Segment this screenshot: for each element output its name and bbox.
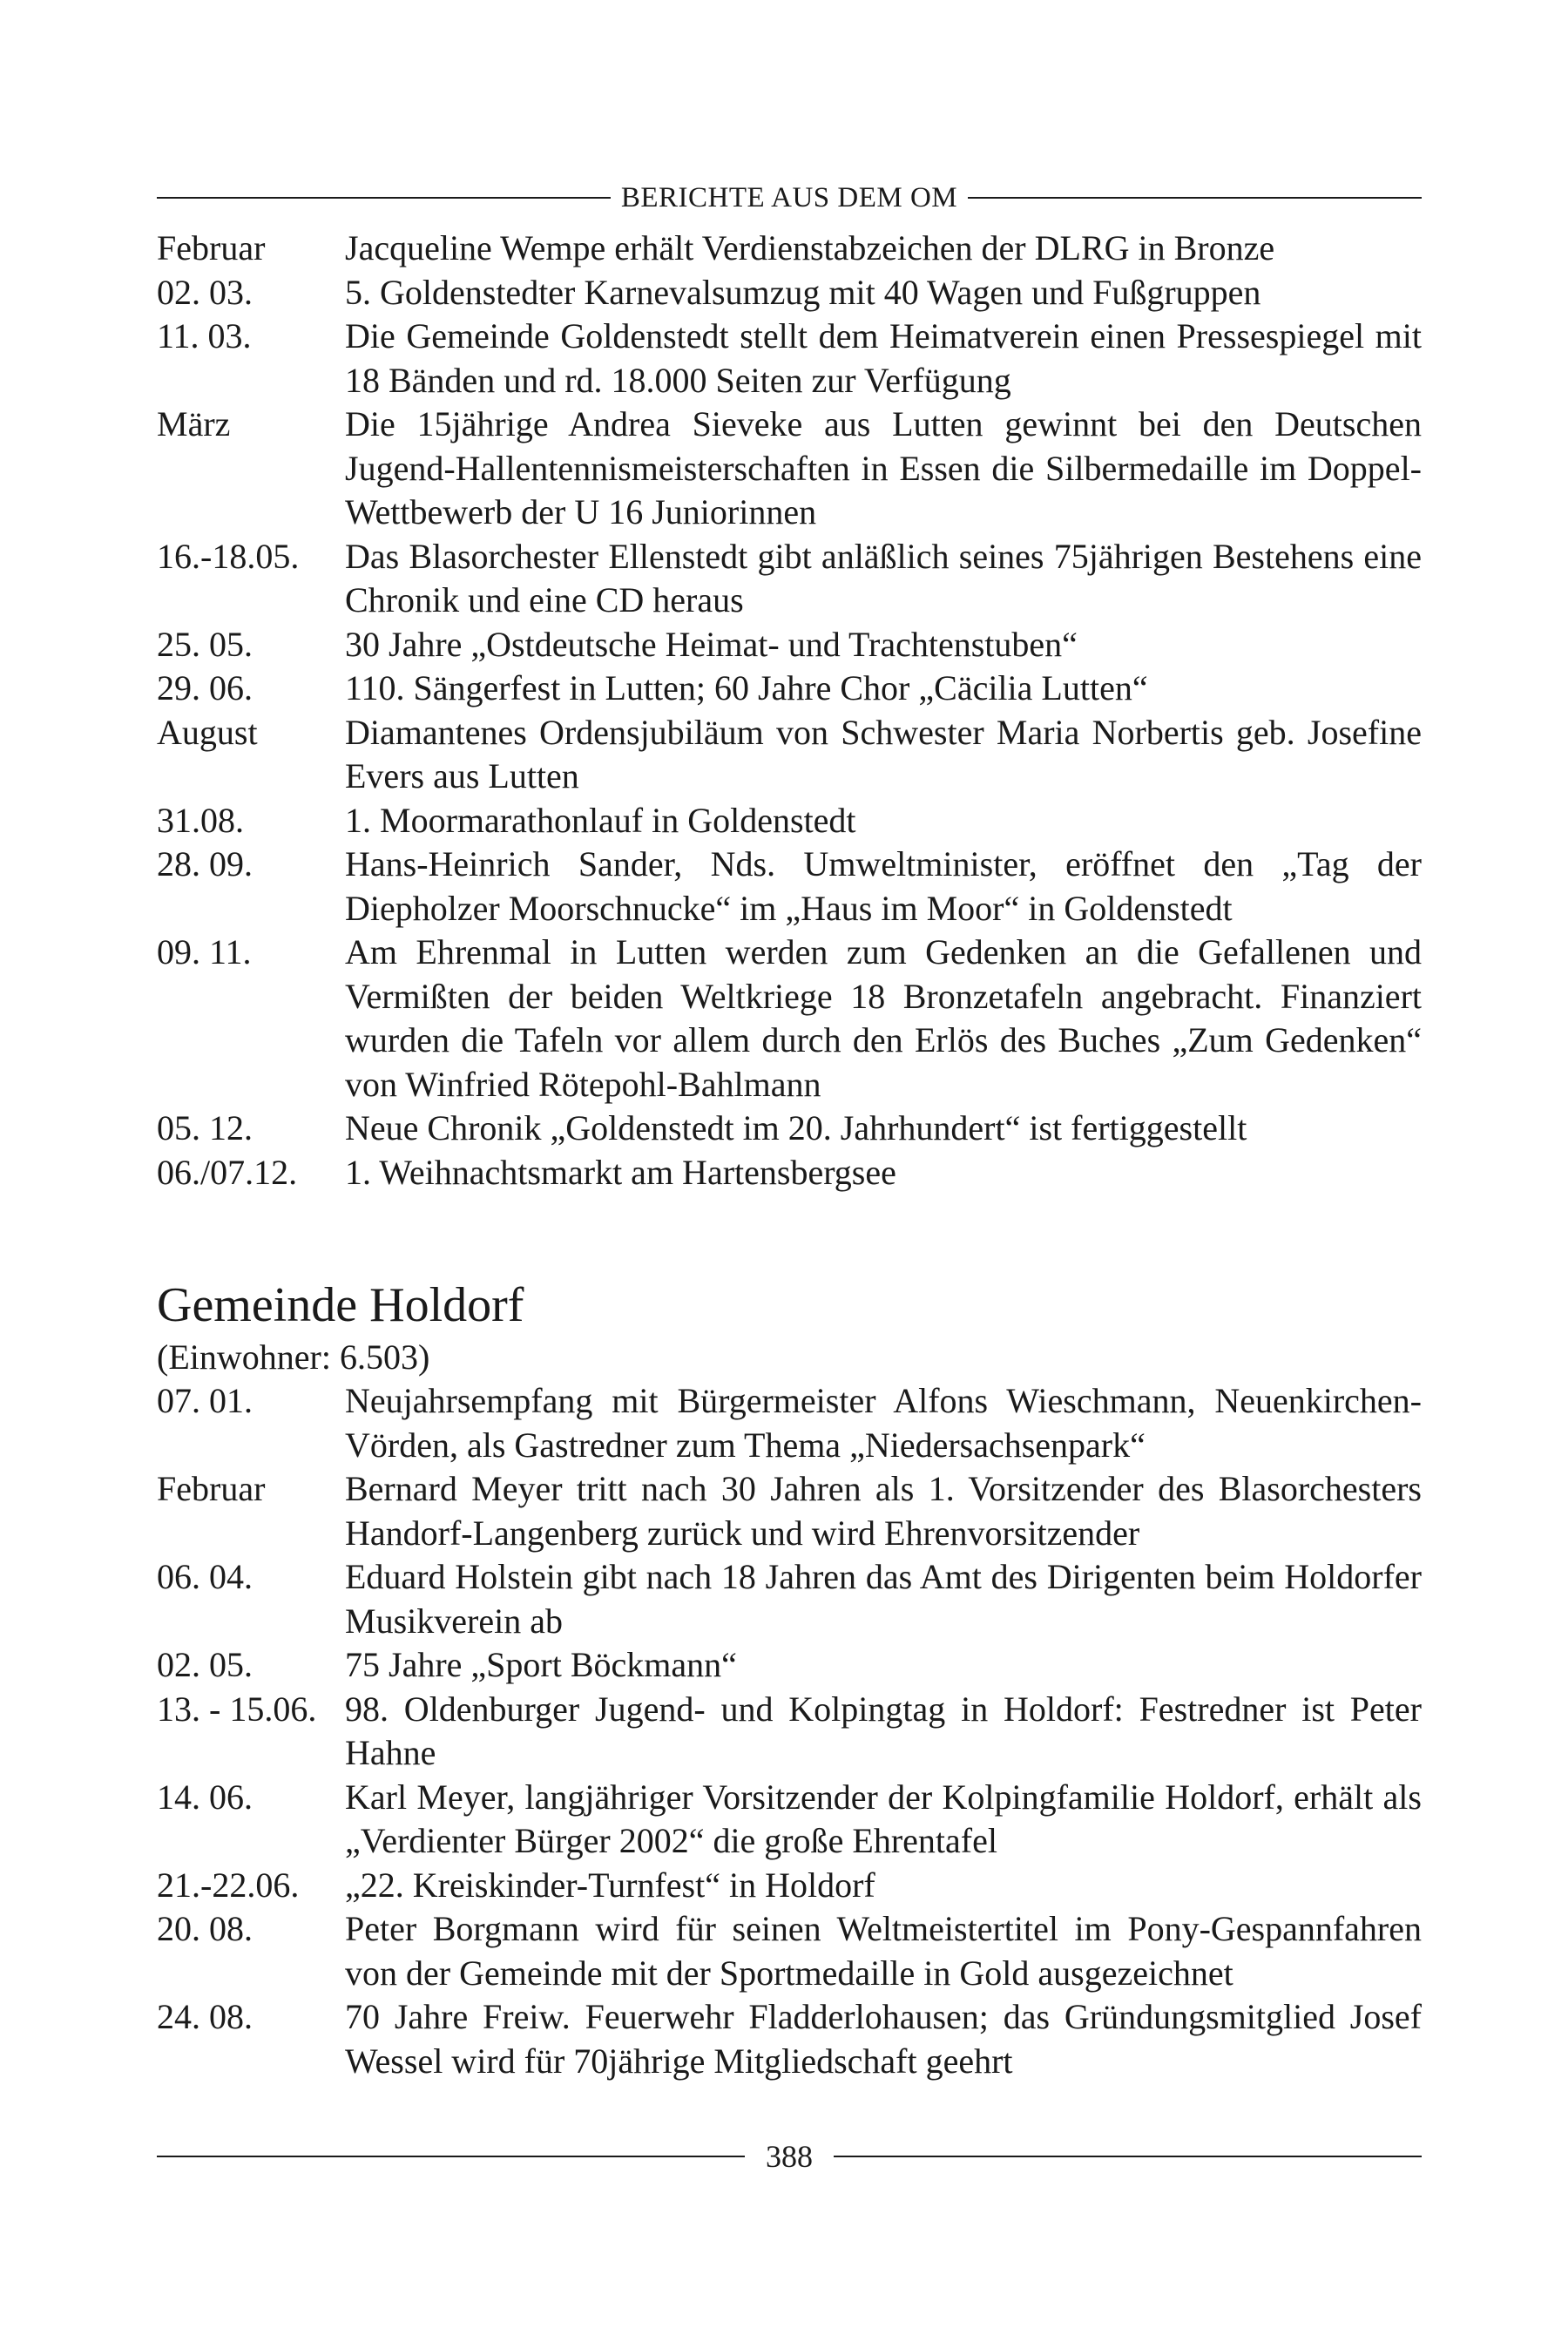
chronicle-entry: [157, 1643, 1422, 1688]
chronicle-entry: [157, 1379, 1422, 1467]
chronicle-entry: [157, 315, 1422, 403]
chronicle-entry: [157, 1864, 1422, 1908]
chronicle-entry: [157, 931, 1422, 1107]
entry-date: 31.08.: [157, 800, 244, 840]
chronicle-entry: [157, 1151, 1422, 1195]
entry-text: 75 Jahre „Sport Böckmann“: [345, 1645, 737, 1684]
entry-text: Die 15jährige Andrea Sieveke aus Lutten gewinnt bei den Deutschen Jugend-Hallentennismeisterschaften in Essen die Silbermedaille im Doppel-Wettbewerb der U 16 Juniorinnen: [345, 404, 1422, 531]
page-footer: [157, 2135, 1422, 2178]
entry-text: Eduard Holstein gibt nach 18 Jahren das Amt des Dirigenten beim Holdorfer Musikverein ab: [345, 1557, 1422, 1641]
running-header: [157, 174, 1422, 221]
chronicle-entry: [157, 1467, 1422, 1555]
entry-date: 09. 11.: [157, 932, 252, 971]
entry-date: 02. 03.: [157, 272, 253, 312]
entry-text: Diamantenes Ordensjubiläum von Schwester Maria Norbertis geb. Josefine Evers aus Lutten: [345, 712, 1422, 795]
entry-text: 98. Oldenburger Jugend- und Kolpingtag in Holdorf: Festredner ist Peter Hahne: [345, 1689, 1422, 1772]
chronicle-entry: [157, 535, 1422, 623]
chronicle-entry: [157, 1555, 1422, 1643]
entry-date: 29. 06.: [157, 668, 253, 707]
chronicle-entry: [157, 1907, 1422, 1995]
chronicle-entry: [157, 799, 1422, 843]
entry-text: Das Blasorchester Ellenstedt gibt anläßlich seines 75jährigen Bestehens eine Chronik und eine CD heraus: [345, 536, 1422, 619]
entry-date: 13. - 15.06.: [157, 1689, 317, 1729]
entry-date: Februar: [157, 228, 266, 267]
entry-date: 25. 05.: [157, 624, 253, 664]
footer-rule-right: [834, 2156, 1422, 2157]
entry-text: Hans-Heinrich Sander, Nds. Umweltminister, eröffnet den „Tag der Diepholzer Moorschnucke“ im „Haus im Moor“ in Goldenstedt: [345, 844, 1422, 928]
entry-date: 24. 08.: [157, 1997, 253, 2036]
page-content: [157, 174, 1422, 2083]
entry-text: 5. Goldenstedter Karnevalsumzug mit 40 Wagen und Fußgruppen: [345, 272, 1261, 312]
entry-date: 11. 03.: [157, 316, 252, 355]
chronicle-entry: [157, 843, 1422, 931]
entry-date: 21.-22.06.: [157, 1865, 300, 1905]
section-subtitle: (Einwohner: 6.503): [157, 1337, 430, 1377]
entry-text: Peter Borgmann wird für seinen Weltmeistertitel im Pony-Gespannfahren von der Gemeinde mit der Sportmedaille in Gold ausgezeichnet: [345, 1909, 1422, 1993]
entry-date: 14. 06.: [157, 1777, 253, 1817]
entry-text: „22. Kreiskinder-Turnfest“ in Holdorf: [345, 1865, 875, 1905]
entry-text: 110. Sängerfest in Lutten; 60 Jahre Chor „Cäcilia Lutten“: [345, 668, 1148, 707]
entry-text: 30 Jahre „Ostdeutsche Heimat- und Trachtenstuben“: [345, 624, 1078, 664]
chronicle-entry: [157, 1688, 1422, 1776]
entry-date: 07. 01.: [157, 1381, 253, 1420]
chronicle-entry: [157, 227, 1422, 271]
chronicle-list-goldenstedt: [157, 227, 1422, 1195]
chronicle-entry: [157, 667, 1422, 711]
entry-date: März: [157, 404, 231, 443]
entry-text: 1. Moormarathonlauf in Goldenstedt: [345, 800, 856, 840]
entry-date: 20. 08.: [157, 1909, 253, 1948]
entry-date: 05. 12.: [157, 1108, 253, 1147]
chronicle-entry: [157, 1776, 1422, 1864]
chronicle-entry: [157, 1107, 1422, 1151]
entry-text: Die Gemeinde Goldenstedt stellt dem Heimatverein einen Pressespiegel mit 18 Bänden und rd. 18.000 Seiten zur Verfügung: [345, 316, 1422, 400]
entry-text: Bernard Meyer tritt nach 30 Jahren als 1. Vorsitzender des Blasorchesters Handorf-Langenberg zurück und wird Ehrenvorsitzender: [345, 1469, 1422, 1553]
chronicle-entry: [157, 271, 1422, 315]
entry-text: Am Ehrenmal in Lutten werden zum Gedenken an die Gefallenen und Vermißten der beiden Weltkriege 18 Bronzetafeln angebracht. Finanziert wurden die Tafeln vor allem durch den Erlös des Buches „Zum Gedenken“ von Winfried Rötepohl-Bahlmann: [345, 932, 1422, 1104]
entry-text: Neue Chronik „Goldenstedt im 20. Jahrhundert“ ist fertiggestellt: [345, 1108, 1247, 1147]
entry-text: Karl Meyer, langjähriger Vorsitzender der Kolpingfamilie Holdorf, erhält als „Verdienter Bürger 2002“ die große Ehrentafel: [345, 1777, 1422, 1860]
footer-rule-left: [157, 2156, 745, 2157]
chronicle-entry: [157, 1995, 1422, 2083]
chronicle-entry: [157, 623, 1422, 667]
entry-date: Februar: [157, 1469, 266, 1508]
entry-date: 28. 09.: [157, 844, 253, 883]
entry-date: 16.-18.05.: [157, 536, 300, 576]
entry-date: 02. 05.: [157, 1645, 253, 1684]
header-rule-left: [157, 197, 611, 199]
entry-text: Jacqueline Wempe erhält Verdienstabzeichen der DLRG in Bronze: [345, 228, 1275, 267]
chronicle-entry: [157, 711, 1422, 799]
chronicle-entry: [157, 403, 1422, 535]
entry-text: 70 Jahre Freiw. Feuerwehr Fladderlohausen; das Gründungsmitglied Josef Wessel wird für 70jährige Mitgliedschaft geehrt: [345, 1997, 1422, 2081]
entry-text: 1. Weihnachtsmarkt am Hartensbergsee: [345, 1152, 896, 1192]
running-title: BERICHTE AUS DEM OM: [620, 181, 958, 213]
chronicle-list-holdorf: [157, 1379, 1422, 2083]
entry-date: August: [157, 712, 258, 752]
entry-date: 06. 04.: [157, 1557, 253, 1596]
page-number: 388: [766, 2139, 813, 2174]
header-rule-right: [968, 197, 1422, 199]
entry-text: Neujahrsempfang mit Bürgermeister Alfons Wieschmann, Neuenkirchen-Vörden, als Gastredner zum Thema „Niedersachsenpark“: [345, 1381, 1422, 1465]
section-title: Gemeinde Holdorf: [157, 1278, 524, 1332]
entry-date: 06./07.12.: [157, 1152, 298, 1192]
